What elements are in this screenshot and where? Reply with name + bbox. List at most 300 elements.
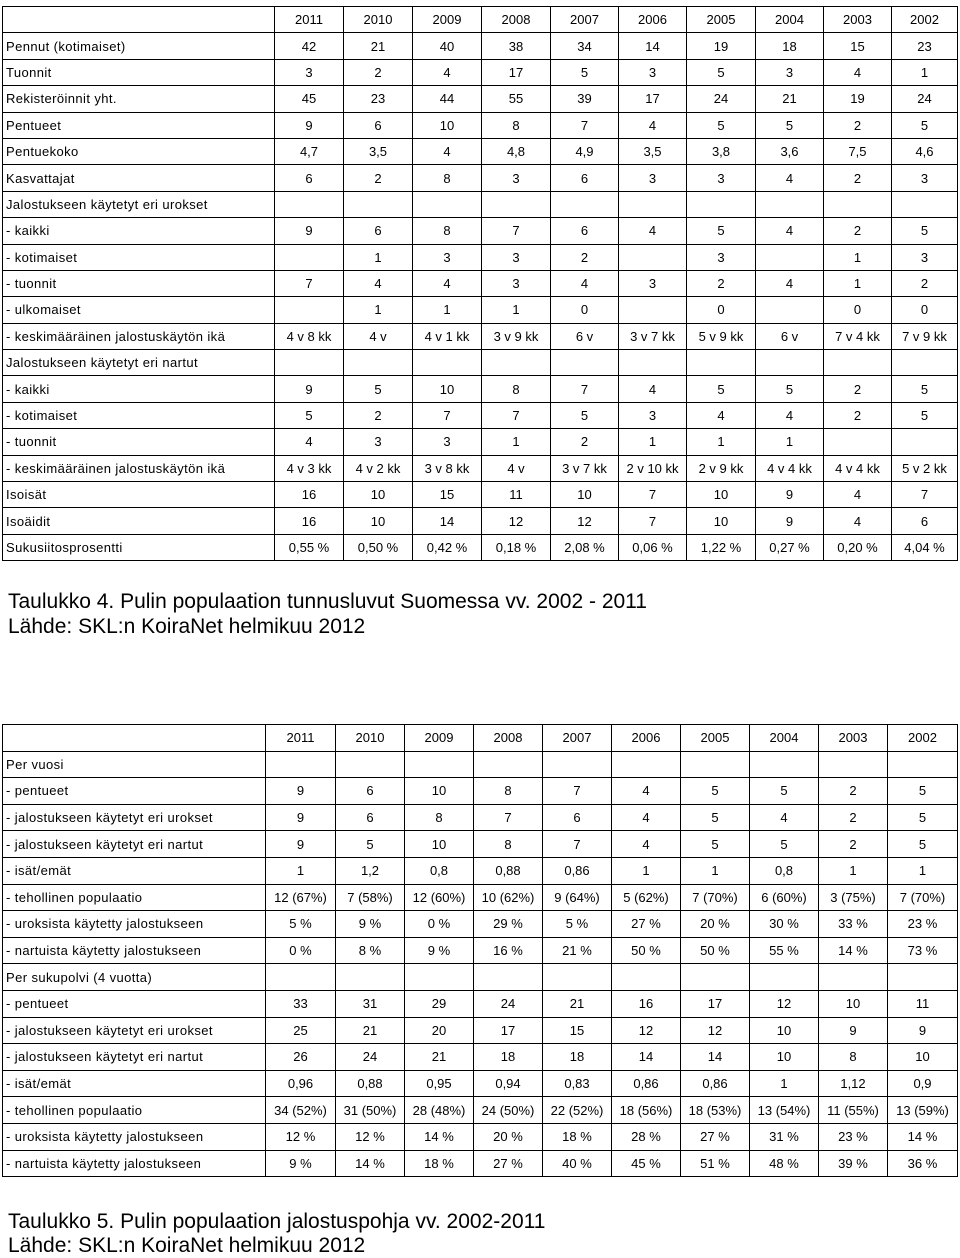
value-cell: 1 bbox=[612, 857, 681, 884]
row-label: Per vuosi bbox=[3, 751, 266, 778]
row-label: - ulkomaiset bbox=[3, 297, 275, 323]
value-cell: 14 bbox=[612, 1044, 681, 1071]
value-cell: 7 bbox=[543, 831, 612, 858]
value-cell bbox=[756, 350, 824, 376]
value-cell bbox=[275, 191, 344, 217]
value-cell: 3 bbox=[482, 244, 551, 270]
value-cell bbox=[687, 350, 756, 376]
value-cell: 21 bbox=[336, 1017, 405, 1044]
value-cell bbox=[750, 751, 819, 778]
value-cell: 4 bbox=[275, 429, 344, 455]
value-cell: 30 % bbox=[750, 911, 819, 938]
value-cell: 25 bbox=[266, 1017, 336, 1044]
value-cell: 10 bbox=[888, 1044, 958, 1071]
value-cell: 51 % bbox=[681, 1150, 750, 1177]
table-row bbox=[3, 59, 958, 85]
table-row bbox=[3, 218, 958, 244]
value-cell: 4 bbox=[756, 270, 824, 296]
table-row bbox=[3, 964, 958, 991]
value-cell: 12 % bbox=[336, 1123, 405, 1150]
row-label: - tehollinen populaatio bbox=[3, 1097, 266, 1124]
value-cell: 2 bbox=[344, 59, 413, 85]
value-cell: 0 bbox=[687, 297, 756, 323]
value-cell: 6 bbox=[336, 804, 405, 831]
value-cell bbox=[756, 244, 824, 270]
value-cell: 7 bbox=[892, 482, 958, 508]
value-cell: 7 bbox=[543, 778, 612, 805]
value-cell bbox=[888, 964, 958, 991]
value-cell: 6 (60%) bbox=[750, 884, 819, 911]
value-cell: 9 bbox=[819, 1017, 888, 1044]
value-cell: 5 bbox=[756, 376, 824, 402]
value-cell: 10 bbox=[551, 482, 619, 508]
value-cell: 16 bbox=[612, 990, 681, 1017]
value-cell bbox=[619, 297, 687, 323]
value-cell: 9 bbox=[888, 1017, 958, 1044]
value-cell: 1,12 bbox=[819, 1070, 888, 1097]
value-cell: 7 bbox=[551, 376, 619, 402]
year-header-cell: 2008 bbox=[482, 7, 551, 33]
value-cell: 7 bbox=[482, 402, 551, 428]
value-cell: 28 (48%) bbox=[405, 1097, 474, 1124]
value-cell: 9 bbox=[275, 376, 344, 402]
table-row bbox=[3, 482, 958, 508]
table-row bbox=[3, 323, 958, 349]
value-cell: 13 (59%) bbox=[888, 1097, 958, 1124]
value-cell: 73 % bbox=[888, 937, 958, 964]
value-cell bbox=[681, 751, 750, 778]
value-cell: 1 bbox=[750, 1070, 819, 1097]
value-cell: 10 bbox=[413, 112, 482, 138]
value-cell: 2 bbox=[819, 804, 888, 831]
value-cell: 5 bbox=[750, 778, 819, 805]
table-5-source: Lähde: SKL:n KoiraNet helmikuu 2012 bbox=[8, 1234, 366, 1257]
value-cell: 4 v 2 kk bbox=[344, 455, 413, 481]
table-row bbox=[3, 804, 958, 831]
year-header-cell: 2004 bbox=[750, 725, 819, 752]
value-cell: 3 v 8 kk bbox=[413, 455, 482, 481]
value-cell: 0 % bbox=[405, 911, 474, 938]
value-cell: 5 bbox=[888, 831, 958, 858]
value-cell bbox=[413, 191, 482, 217]
value-cell: 23 % bbox=[819, 1123, 888, 1150]
value-cell: 4 bbox=[756, 218, 824, 244]
value-cell: 4 v bbox=[344, 323, 413, 349]
value-cell: 23 bbox=[892, 33, 958, 59]
value-cell: 2 bbox=[819, 831, 888, 858]
value-cell: 40 bbox=[413, 33, 482, 59]
header-row bbox=[3, 7, 958, 33]
value-cell bbox=[344, 350, 413, 376]
value-cell bbox=[824, 191, 892, 217]
value-cell: 38 bbox=[482, 33, 551, 59]
value-cell: 55 % bbox=[750, 937, 819, 964]
value-cell bbox=[275, 350, 344, 376]
value-cell: 10 bbox=[750, 1044, 819, 1071]
value-cell: 14 % bbox=[336, 1150, 405, 1177]
value-cell: 27 % bbox=[474, 1150, 543, 1177]
value-cell: 5 bbox=[888, 804, 958, 831]
value-cell: 50 % bbox=[681, 937, 750, 964]
value-cell: 0,95 bbox=[405, 1070, 474, 1097]
value-cell: 2 bbox=[824, 218, 892, 244]
value-cell: 0,86 bbox=[612, 1070, 681, 1097]
value-cell: 1 bbox=[824, 244, 892, 270]
value-cell bbox=[336, 964, 405, 991]
value-cell: 23 bbox=[344, 86, 413, 112]
value-cell: 4,7 bbox=[275, 138, 344, 164]
value-cell: 3 bbox=[482, 270, 551, 296]
value-cell: 0,96 bbox=[266, 1070, 336, 1097]
row-label: Kasvattajat bbox=[3, 165, 275, 191]
value-cell: 2 bbox=[551, 429, 619, 455]
year-header-cell: 2006 bbox=[619, 7, 687, 33]
year-header-cell: 2006 bbox=[612, 725, 681, 752]
value-cell: 6 bbox=[892, 508, 958, 534]
value-cell: 5 bbox=[892, 402, 958, 428]
value-cell: 3 bbox=[687, 165, 756, 191]
value-cell: 5 bbox=[551, 59, 619, 85]
value-cell: 0,83 bbox=[543, 1070, 612, 1097]
row-label: - kaikki bbox=[3, 218, 275, 244]
value-cell: 6 bbox=[543, 804, 612, 831]
value-cell: 2,08 % bbox=[551, 534, 619, 560]
table-row bbox=[3, 911, 958, 938]
value-cell: 5 bbox=[275, 402, 344, 428]
value-cell: 4 v bbox=[482, 455, 551, 481]
value-cell: 7 v 4 kk bbox=[824, 323, 892, 349]
value-cell: 0,18 % bbox=[482, 534, 551, 560]
table-row bbox=[3, 508, 958, 534]
value-cell: 9 (64%) bbox=[543, 884, 612, 911]
value-cell bbox=[551, 350, 619, 376]
value-cell: 15 bbox=[543, 1017, 612, 1044]
value-cell: 18 (53%) bbox=[681, 1097, 750, 1124]
value-cell: 31 % bbox=[750, 1123, 819, 1150]
value-cell: 4 v 8 kk bbox=[275, 323, 344, 349]
table-row bbox=[3, 1070, 958, 1097]
value-cell bbox=[543, 751, 612, 778]
value-cell bbox=[612, 964, 681, 991]
value-cell: 33 bbox=[266, 990, 336, 1017]
value-cell: 24 bbox=[892, 86, 958, 112]
value-cell bbox=[750, 964, 819, 991]
row-label: Rekisteröinnit yht. bbox=[3, 86, 275, 112]
value-cell: 18 bbox=[474, 1044, 543, 1071]
table-row bbox=[3, 244, 958, 270]
value-cell: 4 bbox=[756, 165, 824, 191]
value-cell: 2 bbox=[892, 270, 958, 296]
value-cell: 48 % bbox=[750, 1150, 819, 1177]
value-cell bbox=[266, 964, 336, 991]
table-row bbox=[3, 297, 958, 323]
value-cell: 6 v bbox=[756, 323, 824, 349]
value-cell: 5 bbox=[687, 376, 756, 402]
value-cell: 9 bbox=[266, 804, 336, 831]
value-cell: 14 % bbox=[888, 1123, 958, 1150]
value-cell: 3 bbox=[619, 59, 687, 85]
row-label: - tuonnit bbox=[3, 270, 275, 296]
value-cell: 5 bbox=[892, 218, 958, 244]
value-cell: 7 bbox=[619, 508, 687, 534]
value-cell bbox=[543, 964, 612, 991]
value-cell: 4 bbox=[551, 270, 619, 296]
value-cell: 1 bbox=[344, 297, 413, 323]
value-cell: 8 bbox=[482, 112, 551, 138]
table-4 bbox=[2, 6, 958, 561]
value-cell: 4,6 bbox=[892, 138, 958, 164]
value-cell: 36 % bbox=[888, 1150, 958, 1177]
table-row bbox=[3, 455, 958, 481]
value-cell: 5 bbox=[681, 778, 750, 805]
table-row bbox=[3, 112, 958, 138]
value-cell: 0,55 % bbox=[275, 534, 344, 560]
value-cell bbox=[687, 191, 756, 217]
value-cell: 12 bbox=[551, 508, 619, 534]
value-cell: 0 % bbox=[266, 937, 336, 964]
value-cell bbox=[681, 964, 750, 991]
value-cell: 6 v bbox=[551, 323, 619, 349]
value-cell: 0 bbox=[551, 297, 619, 323]
table-row bbox=[3, 138, 958, 164]
year-header-cell: 2003 bbox=[819, 725, 888, 752]
value-cell: 9 bbox=[275, 218, 344, 244]
value-cell: 21 bbox=[344, 33, 413, 59]
value-cell: 9 bbox=[756, 508, 824, 534]
value-cell: 6 bbox=[551, 218, 619, 244]
value-cell bbox=[551, 191, 619, 217]
value-cell: 1 bbox=[888, 857, 958, 884]
value-cell: 0,94 bbox=[474, 1070, 543, 1097]
year-header-cell: 2011 bbox=[266, 725, 336, 752]
value-cell bbox=[824, 350, 892, 376]
row-label: Sukusiitosprosentti bbox=[3, 534, 275, 560]
value-cell: 10 bbox=[413, 376, 482, 402]
value-cell: 7 bbox=[474, 804, 543, 831]
value-cell: 3,5 bbox=[619, 138, 687, 164]
table-row bbox=[3, 937, 958, 964]
year-header-cell: 2005 bbox=[681, 725, 750, 752]
value-cell: 8 bbox=[405, 804, 474, 831]
value-cell: 24 bbox=[474, 990, 543, 1017]
value-cell: 4 bbox=[824, 482, 892, 508]
value-cell: 3 v 7 kk bbox=[619, 323, 687, 349]
value-cell bbox=[275, 244, 344, 270]
value-cell: 17 bbox=[681, 990, 750, 1017]
row-label: - jalostukseen käytetyt eri urokset bbox=[3, 1017, 266, 1044]
value-cell: 14 bbox=[413, 508, 482, 534]
value-cell: 1 bbox=[681, 857, 750, 884]
value-cell: 7 bbox=[482, 218, 551, 244]
row-label: Jalostukseen käytetyt eri nartut bbox=[3, 350, 275, 376]
value-cell: 39 bbox=[551, 86, 619, 112]
value-cell: 5 bbox=[892, 112, 958, 138]
value-cell: 8 bbox=[474, 778, 543, 805]
value-cell: 7 bbox=[275, 270, 344, 296]
value-cell: 5 bbox=[681, 831, 750, 858]
row-label: - keskimääräinen jalostuskäytön ikä bbox=[3, 455, 275, 481]
value-cell: 4,9 bbox=[551, 138, 619, 164]
value-cell: 18 % bbox=[405, 1150, 474, 1177]
value-cell: 7 bbox=[619, 482, 687, 508]
year-header-cell: 2009 bbox=[413, 7, 482, 33]
year-header-cell: 2008 bbox=[474, 725, 543, 752]
value-cell: 19 bbox=[824, 86, 892, 112]
table-row bbox=[3, 778, 958, 805]
value-cell bbox=[482, 191, 551, 217]
value-cell: 5 bbox=[336, 831, 405, 858]
row-label: Isoäidit bbox=[3, 508, 275, 534]
row-label: - kaikki bbox=[3, 376, 275, 402]
value-cell: 10 bbox=[344, 482, 413, 508]
value-cell: 4,04 % bbox=[892, 534, 958, 560]
value-cell bbox=[892, 191, 958, 217]
value-cell bbox=[619, 350, 687, 376]
value-cell: 8 bbox=[413, 218, 482, 244]
table-row bbox=[3, 751, 958, 778]
value-cell: 2 bbox=[687, 270, 756, 296]
value-cell: 4 bbox=[612, 831, 681, 858]
value-cell: 4,8 bbox=[482, 138, 551, 164]
row-label: - pentueet bbox=[3, 778, 266, 805]
value-cell: 9 bbox=[275, 112, 344, 138]
value-cell: 5 bbox=[756, 112, 824, 138]
value-cell: 4 bbox=[756, 402, 824, 428]
value-cell: 3 bbox=[892, 165, 958, 191]
value-cell: 5 bbox=[344, 376, 413, 402]
value-cell: 44 bbox=[413, 86, 482, 112]
value-cell: 4 v 1 kk bbox=[413, 323, 482, 349]
value-cell bbox=[756, 297, 824, 323]
table-row bbox=[3, 270, 958, 296]
value-cell: 1 bbox=[824, 270, 892, 296]
value-cell: 5 % bbox=[543, 911, 612, 938]
value-cell bbox=[756, 191, 824, 217]
value-cell: 4 bbox=[824, 508, 892, 534]
value-cell: 12 bbox=[681, 1017, 750, 1044]
value-cell bbox=[612, 751, 681, 778]
value-cell: 2 bbox=[824, 376, 892, 402]
value-cell: 10 bbox=[344, 508, 413, 534]
value-cell: 6 bbox=[344, 218, 413, 244]
value-cell bbox=[266, 751, 336, 778]
value-cell: 14 % bbox=[405, 1123, 474, 1150]
value-cell: 7 v 9 kk bbox=[892, 323, 958, 349]
value-cell: 24 (50%) bbox=[474, 1097, 543, 1124]
value-cell: 9 bbox=[756, 482, 824, 508]
value-cell: 7,5 bbox=[824, 138, 892, 164]
value-cell: 2 bbox=[551, 244, 619, 270]
value-cell bbox=[888, 751, 958, 778]
value-cell: 12 bbox=[612, 1017, 681, 1044]
value-cell: 3 bbox=[413, 244, 482, 270]
value-cell bbox=[405, 964, 474, 991]
value-cell: 22 (52%) bbox=[543, 1097, 612, 1124]
value-cell: 3 bbox=[756, 59, 824, 85]
value-cell: 29 % bbox=[474, 911, 543, 938]
value-cell: 7 (58%) bbox=[336, 884, 405, 911]
value-cell: 1 bbox=[482, 429, 551, 455]
year-header-cell: 2005 bbox=[687, 7, 756, 33]
value-cell: 5 bbox=[687, 218, 756, 244]
value-cell: 1 bbox=[619, 429, 687, 455]
header-row bbox=[3, 725, 958, 752]
value-cell: 1 bbox=[344, 244, 413, 270]
value-cell: 0,20 % bbox=[824, 534, 892, 560]
value-cell: 16 bbox=[275, 508, 344, 534]
row-label: - kotimaiset bbox=[3, 402, 275, 428]
value-cell: 50 % bbox=[612, 937, 681, 964]
value-cell: 17 bbox=[474, 1017, 543, 1044]
value-cell: 1 bbox=[482, 297, 551, 323]
table-row bbox=[3, 1150, 958, 1177]
value-cell: 45 bbox=[275, 86, 344, 112]
value-cell: 4 bbox=[413, 138, 482, 164]
value-cell bbox=[619, 191, 687, 217]
year-header-cell: 2007 bbox=[543, 725, 612, 752]
value-cell: 2 bbox=[824, 112, 892, 138]
value-cell: 4 bbox=[619, 218, 687, 244]
value-cell: 7 bbox=[413, 402, 482, 428]
row-label: Jalostukseen käytetyt eri urokset bbox=[3, 191, 275, 217]
value-cell: 7 (70%) bbox=[681, 884, 750, 911]
value-cell: 10 bbox=[405, 831, 474, 858]
value-cell: 11 bbox=[482, 482, 551, 508]
value-cell: 16 % bbox=[474, 937, 543, 964]
value-cell: 12 % bbox=[266, 1123, 336, 1150]
value-cell: 0,8 bbox=[405, 857, 474, 884]
value-cell: 20 bbox=[405, 1017, 474, 1044]
table-row bbox=[3, 1044, 958, 1071]
value-cell: 1 bbox=[266, 857, 336, 884]
value-cell: 2 bbox=[819, 778, 888, 805]
value-cell: 2 bbox=[344, 165, 413, 191]
value-cell: 4 bbox=[619, 376, 687, 402]
year-header-cell: 2002 bbox=[888, 725, 958, 752]
value-cell: 3 bbox=[619, 165, 687, 191]
value-cell: 14 bbox=[619, 33, 687, 59]
value-cell: 2 v 10 kk bbox=[619, 455, 687, 481]
value-cell: 3 bbox=[892, 244, 958, 270]
year-header-cell: 2009 bbox=[405, 725, 474, 752]
table-row bbox=[3, 831, 958, 858]
value-cell: 8 bbox=[413, 165, 482, 191]
value-cell: 28 % bbox=[612, 1123, 681, 1150]
value-cell: 6 bbox=[551, 165, 619, 191]
value-cell: 12 (60%) bbox=[405, 884, 474, 911]
value-cell: 1,22 % bbox=[687, 534, 756, 560]
value-cell: 1 bbox=[413, 297, 482, 323]
table-row bbox=[3, 1123, 958, 1150]
value-cell: 10 bbox=[687, 508, 756, 534]
table-4-caption: Taulukko 4. Pulin populaation tunnusluvut Suomessa vv. 2002 - 2011 bbox=[8, 590, 647, 613]
value-cell bbox=[482, 350, 551, 376]
value-cell: 0 bbox=[892, 297, 958, 323]
table-row bbox=[3, 402, 958, 428]
value-cell: 7 (70%) bbox=[888, 884, 958, 911]
year-header-cell: 2002 bbox=[892, 7, 958, 33]
value-cell: 3 bbox=[413, 429, 482, 455]
value-cell: 10 bbox=[687, 482, 756, 508]
value-cell: 3,8 bbox=[687, 138, 756, 164]
value-cell: 0,86 bbox=[681, 1070, 750, 1097]
value-cell bbox=[344, 191, 413, 217]
value-cell: 5 v 9 kk bbox=[687, 323, 756, 349]
table-row bbox=[3, 429, 958, 455]
value-cell: 5 v 2 kk bbox=[892, 455, 958, 481]
value-cell: 15 bbox=[824, 33, 892, 59]
value-cell: 5 bbox=[888, 778, 958, 805]
